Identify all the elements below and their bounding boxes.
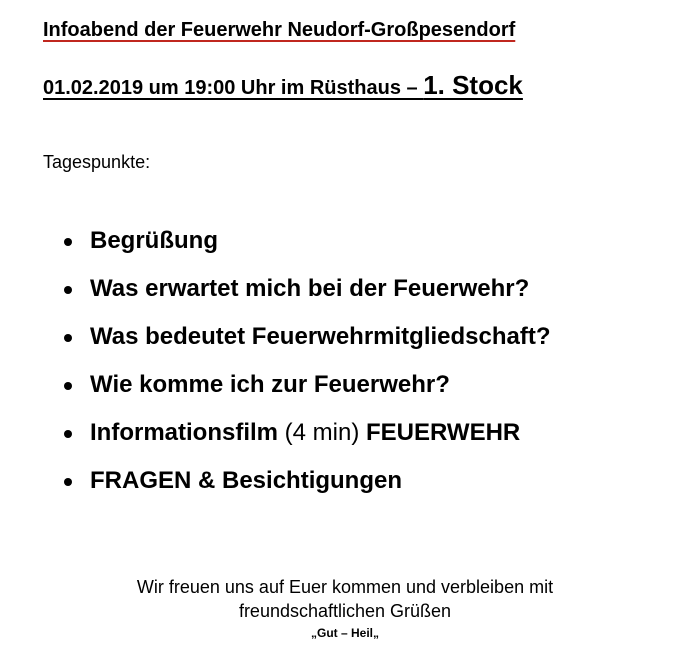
signoff: „Gut – Heil„ xyxy=(310,626,379,640)
list-item xyxy=(64,466,551,514)
closing-text xyxy=(0,575,675,623)
list-item xyxy=(64,418,551,466)
agenda-item-text: Begrüßung xyxy=(90,227,218,254)
agenda-item-text: Wie komme ich zur Feuerwehr? xyxy=(90,371,450,398)
agenda-item-text: Was erwartet mich bei der Feuerwehr? xyxy=(90,275,530,302)
bullet-icon xyxy=(64,238,72,246)
bullet-icon xyxy=(64,286,72,294)
document-title: Infoabend der Feuerwehr Neudorf-Großpesendorf xyxy=(43,19,516,41)
list-item xyxy=(64,370,551,418)
event-date-location xyxy=(43,70,523,101)
agenda-item-text: FRAGEN & Besichtigungen xyxy=(90,467,403,494)
list-item xyxy=(64,322,551,370)
date-location-text: 01.02.2019 um 19:00 Uhr im Rüsthaus – xyxy=(43,77,424,99)
agenda-item-film-label: Informationsfilm xyxy=(90,419,285,446)
agenda-item-text: Was bedeutet Feuerwehrmitgliedschaft? xyxy=(90,323,551,350)
agenda-heading: Tagespunkte: xyxy=(43,152,151,172)
closing-line-1: Wir freuen uns auf Euer kommen und verbleiben mit xyxy=(136,577,554,597)
bullet-icon xyxy=(64,478,72,486)
list-item xyxy=(64,274,551,322)
bullet-icon xyxy=(64,334,72,342)
agenda-item-film-duration: (4 min) xyxy=(284,419,367,446)
list-item xyxy=(64,226,551,274)
bullet-icon xyxy=(64,430,72,438)
bullet-icon xyxy=(64,382,72,390)
agenda-list xyxy=(64,226,551,514)
agenda-item-film-title: FEUERWEHR xyxy=(366,419,521,446)
closing-line-2: freundschaftlichen Grüßen xyxy=(238,601,452,621)
floor-text: 1. Stock xyxy=(423,70,523,100)
